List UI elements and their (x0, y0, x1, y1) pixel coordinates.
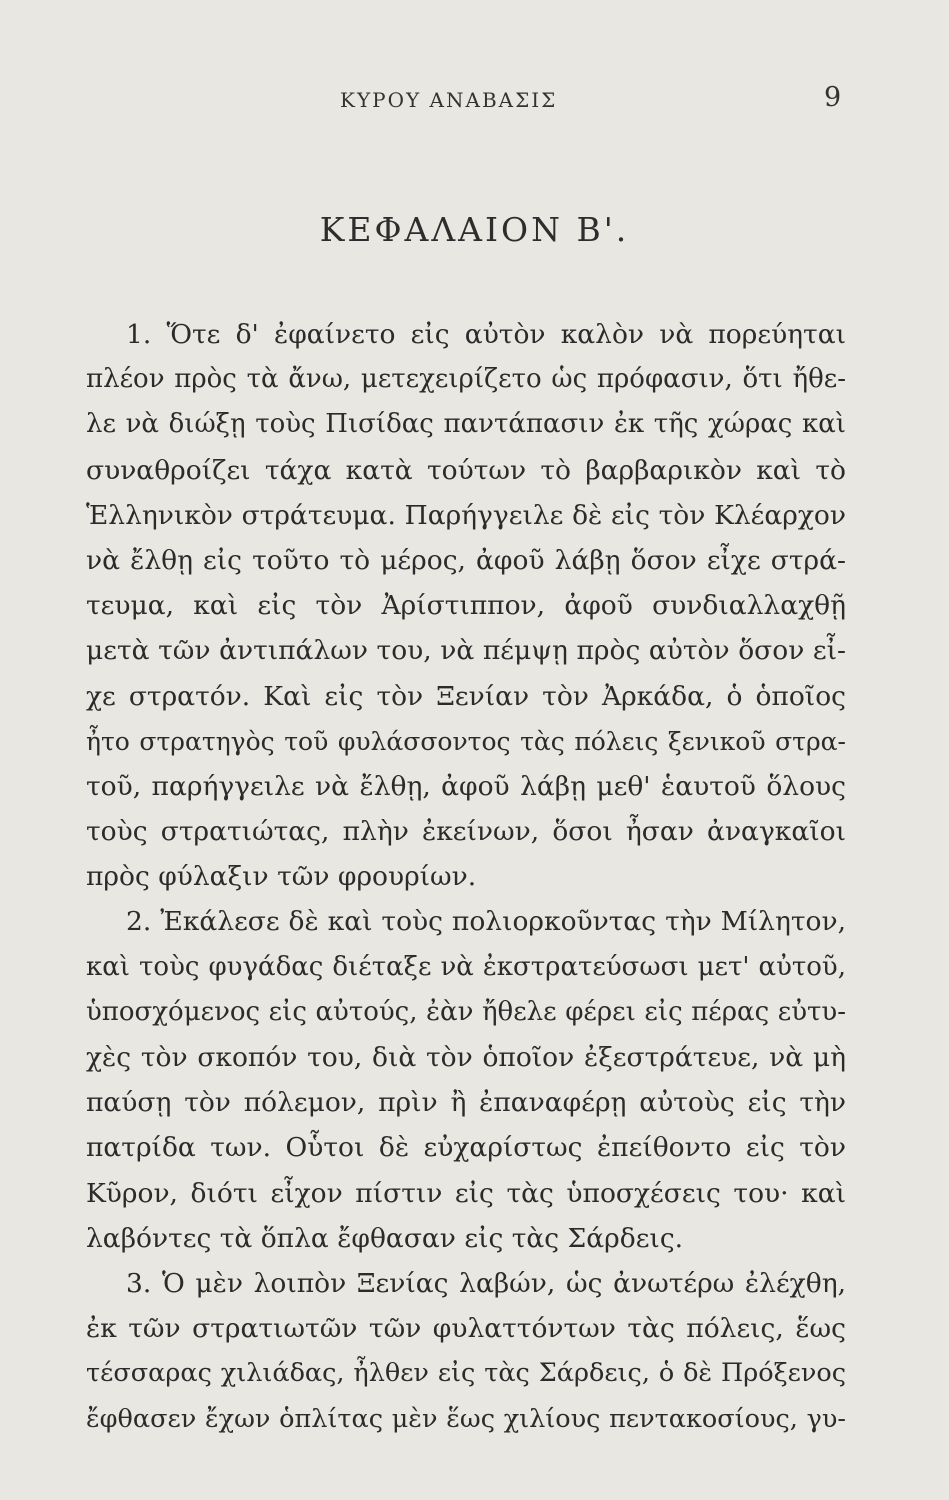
text-line: ἐκ τῶν στρατιωτῶν τῶν φυλαττόντων τὰς πόλεις, ἕως (86, 1313, 846, 1345)
text-line: συναθροίζει τάχα κατὰ τούτων τὸ βαρβαρικὸν καὶ τὸ (86, 454, 846, 486)
text-line: ὑποσχόμενος εἰς αὐτούς, ἐὰν ἤθελε φέρει εἰς πέρας εὐτυ- (86, 996, 846, 1027)
text-line: τοὺς στρατιώτας, πλὴν ἐκείνων, ὅσοι ἦσαν ἀναγκαῖοι (86, 816, 846, 848)
text-line: Ἑλληνικὸν στράτευμα. Παρήγγειλε δὲ εἰς τὸν Κλέαρχον (86, 499, 846, 531)
text-line: 2. Ἐκάλεσε δὲ καὶ τοὺς πολιορκοῦντας τὴν Μίλητον, (126, 906, 846, 938)
running-head (0, 82, 949, 118)
text-line: λαβόντες τὰ ὅπλα ἔφθασαν εἰς τὰς Σάρδεις. (86, 1222, 684, 1254)
text-line: χὲς τὸν σκοπόν του, διὰ τὸν ὁποῖον ἐξεστράτευε, νὰ μὴ (86, 1042, 846, 1073)
text-line: 1. Ὅτε δ' ἐφαίνετο εἰς αὐτὸν καλὸν νὰ πορεύηται (126, 319, 846, 350)
body-text (86, 312, 846, 1442)
text-line: χε στρατόν. Καὶ εἰς τὸν Ξενίαν τὸν Ἀρκάδα, ὁ ὁποῖος (86, 680, 846, 712)
text-line: νὰ ἔλθῃ εἰς τοῦτο τὸ μέρος, ἀφοῦ λάβῃ ὅσον εἶχε στρά- (86, 544, 846, 576)
text-line: ἔφθασεν ἔχων ὁπλίτας μὲν ἕως χιλίους πεντακοσίους, γυ- (86, 1403, 846, 1434)
chapter-heading: ΚΕΦΑΛΑΙΟΝ Β'. (319, 210, 630, 249)
text-line: τοῦ, παρήγγειλε νὰ ἔλθῃ, ἀφοῦ λάβῃ μεθ' ἑαυτοῦ ὅλους (86, 770, 846, 802)
text-line: πατρίδα των. Οὗτοι δὲ εὐχαρίστως ἐπείθοντο εἰς τὸν (86, 1132, 846, 1164)
text-line: λε νὰ διώξῃ τοὺς Πισίδας παντάπασιν ἐκ τῆς χώρας καὶ (86, 409, 846, 440)
text-line: καὶ τοὺς φυγάδας διέταξε νὰ ἐκστρατεύσωσι μετ' αὐτοῦ, (86, 951, 846, 982)
text-line: ἦτο στρατηγὸς τοῦ φυλάσσοντος τὰς πόλεις ξενικοῦ στρα- (86, 726, 846, 756)
text-line: 3. Ὁ μὲν λοιπὸν Ξενίας λαβών, ὡς ἀνωτέρω ἐλέχθη, (126, 1267, 846, 1299)
text-line: τευμα, καὶ εἰς τὸν Ἀρίστιππον, ἀφοῦ συνδιαλλαχθῇ (86, 590, 846, 622)
text-line: πλέον πρὸς τὰ ἄνω, μετεχειρίζετο ὡς πρόφασιν, ὅτι ἤθε- (86, 364, 846, 395)
text-line: παύσῃ τὸν πόλεμον, πρὶν ἢ ἐπαναφέρῃ αὐτοὺς εἰς τὴν (86, 1087, 846, 1119)
text-line: τέσσαρας χιλιάδας, ἦλθεν εἰς τὰς Σάρδεις, ὁ δὲ Πρόξενος (86, 1358, 846, 1389)
page-number: 9 (824, 82, 842, 113)
text-line: πρὸς φύλαξιν τῶν φρουρίων. (86, 861, 477, 893)
running-title: ΚΥΡΟΥ ΑΝΑΒΑΣΙΣ (340, 88, 558, 112)
text-line: μετὰ τῶν ἀντιπάλων του, νὰ πέμψῃ πρὸς αὐτὸν ὅσον εἶ- (86, 635, 846, 667)
text-line: Κῦρον, διότι εἶχον πίστιν εἰς τὰς ὑποσχέσεις του· καὶ (86, 1177, 846, 1209)
